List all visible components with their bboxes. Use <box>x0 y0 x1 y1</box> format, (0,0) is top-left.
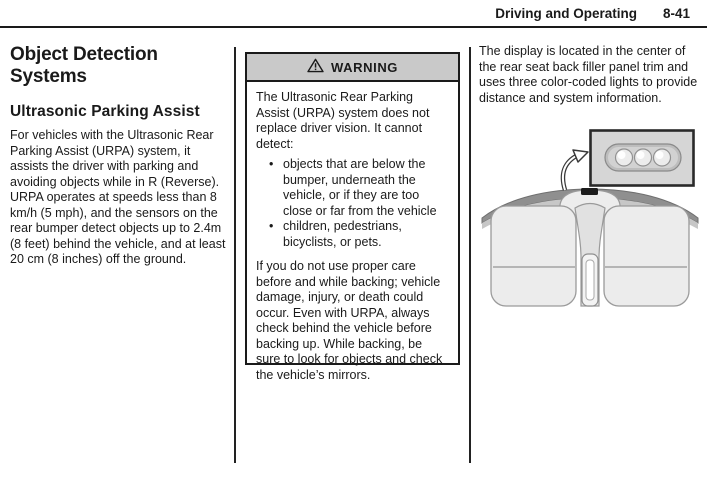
bullet-text: objects that are below the bumper, underneath the vehicle, or if they are too close or far from the vehicle <box>283 157 437 218</box>
warning-bullet-list <box>256 157 449 250</box>
list-item <box>256 219 449 250</box>
section-heading: Ultrasonic Parking Assist <box>10 103 200 120</box>
running-header <box>495 6 690 21</box>
bullet-icon: • <box>269 219 274 233</box>
warning-intro: The Ultrasonic Rear Parking Assist (URPA) system does not replace driver vision. It cannot detect: <box>256 90 430 151</box>
right-column <box>479 44 701 106</box>
warning-outro: If you do not use proper care before and while backing; vehicle damage, injury, or death could occur. Even with URPA, always check behind the vehicle before backing up. While backing, be sure to look for objects and check the vehicle’s mirrors. <box>256 259 443 382</box>
rear-seat-display-illustration <box>478 126 702 312</box>
display-paragraph: The display is located in the center of the rear seat back filler panel trim and uses three color-coded lights to provide distance and system information. <box>479 44 698 105</box>
list-item <box>256 157 449 219</box>
display-inset-box <box>591 131 694 186</box>
left-seat-back <box>491 206 576 306</box>
column-divider-right <box>469 47 471 463</box>
bullet-icon: • <box>269 157 274 171</box>
warning-header <box>247 54 458 82</box>
page-number: 8-41 <box>662 6 690 21</box>
warning-label: WARNING <box>330 59 399 75</box>
warning-box <box>245 52 460 382</box>
page-title: Object Detection Systems <box>10 44 158 87</box>
rear-seats-graphic <box>482 188 698 306</box>
warning-body <box>247 82 458 383</box>
column-divider-left <box>234 47 236 463</box>
display-marker <box>581 188 598 195</box>
warning-triangle-icon <box>307 58 324 76</box>
section-title: Driving and Operating <box>495 6 637 21</box>
left-column <box>10 44 227 268</box>
header-rule <box>0 26 707 28</box>
right-seat-back <box>604 206 689 306</box>
intro-paragraph: For vehicles with the Ultrasonic Rear Parking Assist (URPA) system, it assists the driver with parking and avoiding objects while in R (Reverse). URPA operates at speeds less than 8 km/h (5 mph), and the sensors on the rear bumper detect objects up to 2.4m (8 feet) behind the vehicle, and at least 20 cm (8 inches) off the ground. <box>10 128 226 266</box>
bullet-text: children, pedestrians, bicyclists, or pets. <box>283 219 402 249</box>
callout-arrow-icon <box>563 150 588 190</box>
